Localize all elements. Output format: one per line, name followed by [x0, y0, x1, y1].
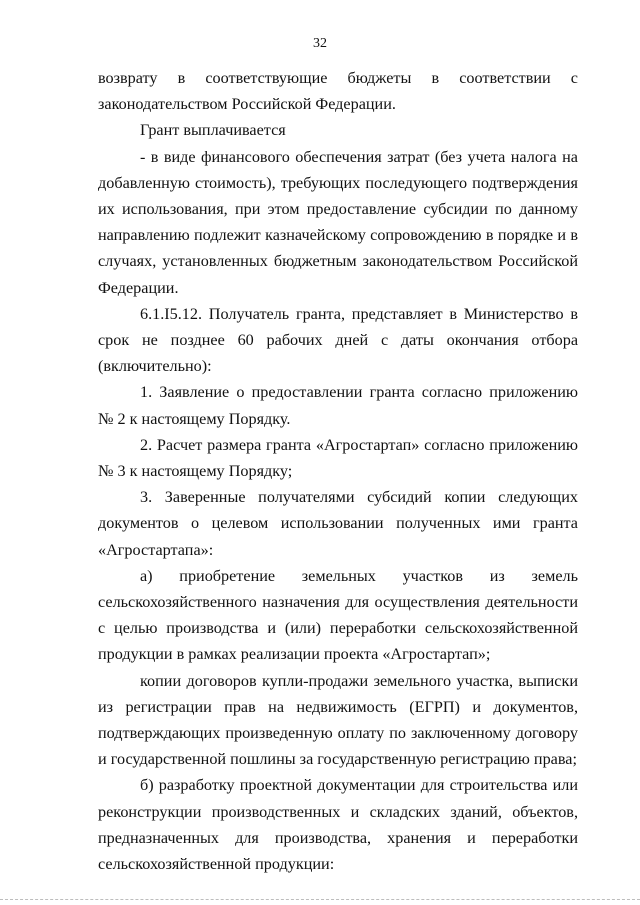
- page-number: 32: [313, 36, 327, 51]
- paragraph-contract-copies: копии договоров купли-продажи земельного участка, выписки из регистрации прав на недвижимость (ЕГРП) и документов, подтверждающих произведенную оплату по заключенному договору и государственной пошлины за государственную регистрацию права;: [98, 671, 578, 769]
- paragraph-clause-6-1-15-12: 6.1.I5.12. Получатель гранта, представляет в Министерство в срок не позднее 60 рабочих дней с даты окончания отбора (включительно):: [98, 304, 578, 376]
- paragraph-grant-paid: Грант выплачивается: [140, 121, 286, 140]
- paragraph-financial-support: - в виде финансового обеспечения затрат (без учета налога на добавленную стоимость), требующих последующего подтверждения их использования, при этом предоставление субсидии по данному направлению подлежит казначейскому сопровождению в порядке и в случаях, установленных бюджетным законодательством Российской Федерации.: [98, 147, 578, 297]
- list-item-1: 1. Заявление о предоставлении гранта согласно приложению № 2 к настоящему Порядку.: [98, 383, 578, 428]
- list-item-3: 3. Заверенные получателями субсидий копии следующих документов о целевом использовании полученных ими гранта «Агростартапа»:: [98, 488, 578, 559]
- document-body: [98, 65, 578, 877]
- list-item-2: 2. Расчет размера гранта «Агростартап» согласно приложению № 3 к настоящему Порядку;: [98, 435, 578, 481]
- page-bottom-divider: [0, 899, 640, 900]
- sub-item-b: б) разработку проектной документации для строительства или реконструкции производственных и складских зданий, объектов, предназначенных для производства, хранения и переработки сельскохозяйственной продукции:: [98, 776, 578, 874]
- sub-item-a: а) приобретение земельных участков из земель сельскохозяйственного назначения для осуществления деятельности с целью производства и (или) переработки сельскохозяйственной продукции в рамках реализации проекта «Агростартап»;: [98, 566, 578, 664]
- paragraph-budget-return: возврату в соответствующие бюджеты в соответствии с законодательством Российской Федерации.: [98, 69, 578, 114]
